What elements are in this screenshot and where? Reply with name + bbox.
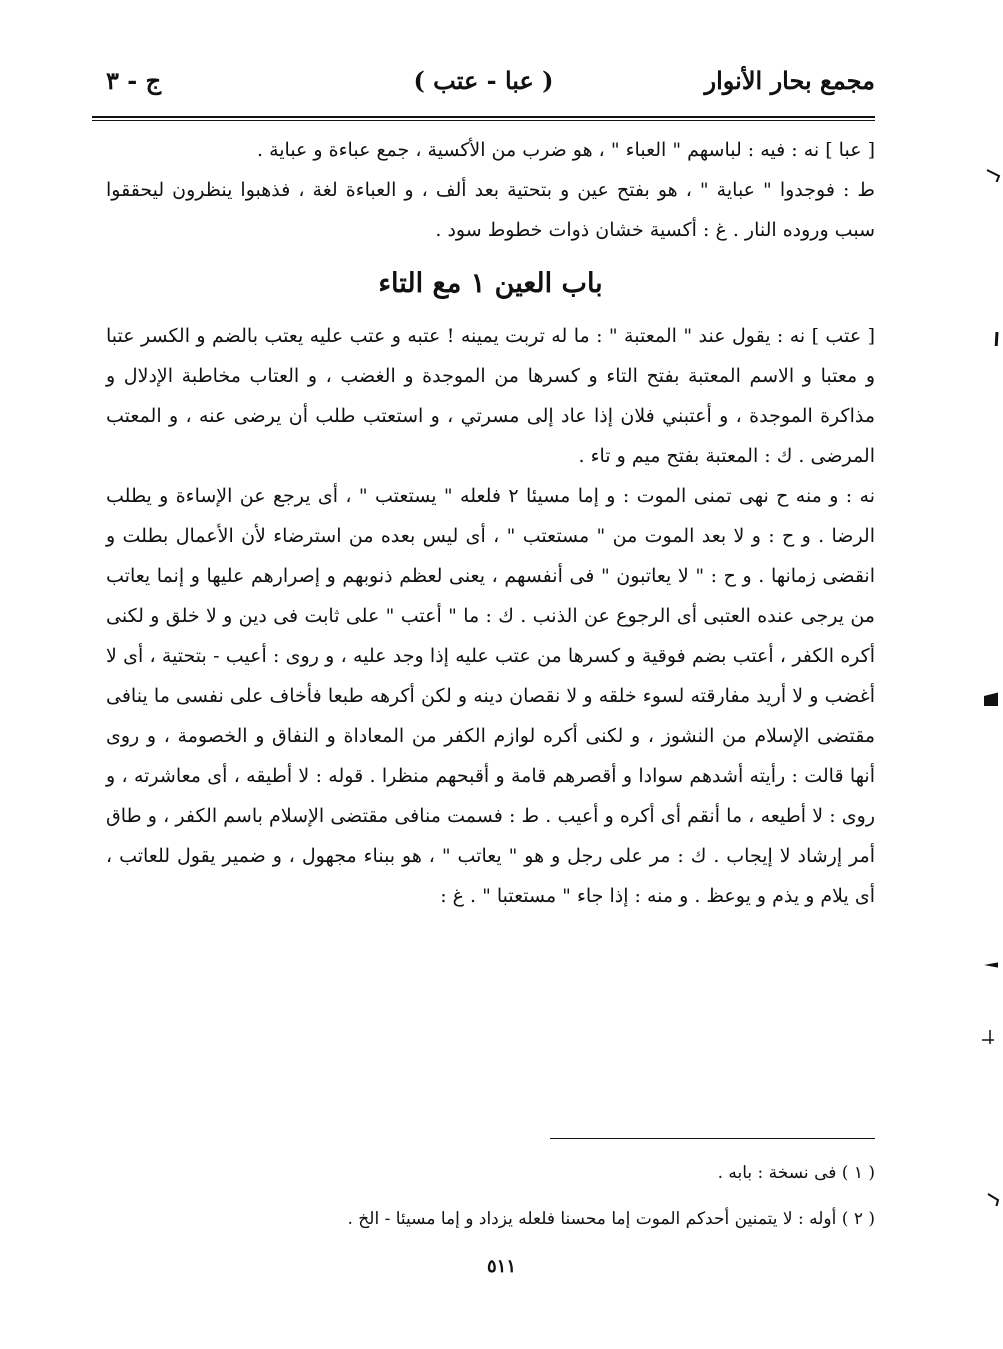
volume-number: ج - ٣ [106, 66, 162, 95]
entry-range: ( عبا - عتب ) [413, 66, 554, 95]
section-title: باب العين ١ مع التاء [378, 268, 603, 299]
scan-edge-mark-icon [978, 1028, 994, 1044]
footnote-2: ( ٢ ) أوله : لا يتمنين أحدكم الموت إما محسنا فلعله يزداد و إما مسيئا - الخ . [347, 1209, 875, 1229]
entry-aba-paragraph-1: [ عبا ] نه : فيه : لباسهم " العباء " ، هو ضرب من الأكسية ، جمع عباءة و عباية . [256, 139, 875, 161]
scan-edge-mark-icon [982, 958, 998, 974]
scan-edge-mark-icon [985, 330, 1001, 346]
book-title: مجمع بحار الأنوار [704, 66, 875, 95]
scan-edge-mark-icon [985, 166, 1001, 182]
page-number: ٥١١ [486, 1256, 516, 1277]
entry-atab-paragraph-2: نه : و منه ح نهى تمنى الموت : و إما مسيئا ٢ فلعله " يستعتب " ، أى يرجع عن الإساءة و يطلب الرضا . و ح : و لا بعد الموت من " مستعتب " ، أى ليس بعده من استرضاء لأن الأعمال بطلت و انقضى زمانها . و ح : " لا يعاتبون " فى أنفسهم ، يعنى لعظم ذنوبهم و إصرارهم عليها و إنما يعاتب من يرجى عنده العتبى أى الرجوع عن الذنب . ك : ما " أعتب " على ثابت فى دين و لا خلق و لكنى أكره الكفر ، أعتب بضم فوقية و كسرها من عتب عليه إذا وجد عليه ، و روى : أعيب - بتحتية ، أى لا أغضب و لا أريد مفارقته لسوء خلقه و لا نقصان دينه و لكن أكرهه طبعا فأخاف على نفسى ما ينافى مقتضى الإسلام من النشوز ، و لكنى أكره لوازم الكفر من المعاداة و النفاق و الخصومة ، و روى أنها قالت : رأيته أشدهم سوادا و أقصرهم قامة و أقبحهم منظرا . قوله : لا أطيقه ، أى معاشرته ، و روى : لا أطيعه ، ما أنقم أى أكره و أعيب . ط : فسمت منافى مقتضى الإسلام باسم الكفر ، و طاق أمر إرشاد لا إيجاب . ك : مر على رجل و هو " يعاتب " ، هو ببناء مجهول ، و ضمير يقول للعاتب ، أى يلام و يذم و يوعظ . و منه : إذا جاء " مستعتبا " . غ : [106, 485, 875, 907]
scan-edge-mark-icon [982, 690, 998, 706]
entry-atab-paragraph-1: [ عتب ] نه : يقول عند " المعتبة " : ما له تربت يمينه ! عتبه و عتب عليه يعتب بالضم و الكسر عتبا و معتبا و الاسم المعتبة بفتح التاء و كسرها من الموجدة و الغضب ، و العتاب مخاطبة الإدلال و مذاكرة الموجدة ، و أعتبني فلان إذا عاد إلى مسرتي ، و استعتب طلب أن يرضى عنه ، و المعتب المرضى . ك : المعتبة بفتح ميم و تاء . [106, 325, 875, 467]
footnote-1: ( ١ ) فى نسخة : بابه . [717, 1163, 875, 1183]
scan-edge-mark-icon [984, 1190, 1000, 1206]
footnote-rule [550, 1138, 875, 1139]
header-rule [92, 116, 875, 121]
entry-aba-paragraph-2: ط : فوجدوا " عباية " ، هو بفتح عين و بتحتية بعد ألف ، و العباءة لغة ، فذهبوا ينظرون ليحققوا سبب وروده النار . غ : أكسية خشان ذوات خطوط سود . [106, 179, 875, 241]
main-text [106, 130, 875, 916]
footnotes [106, 1150, 875, 1242]
running-header [92, 66, 875, 106]
